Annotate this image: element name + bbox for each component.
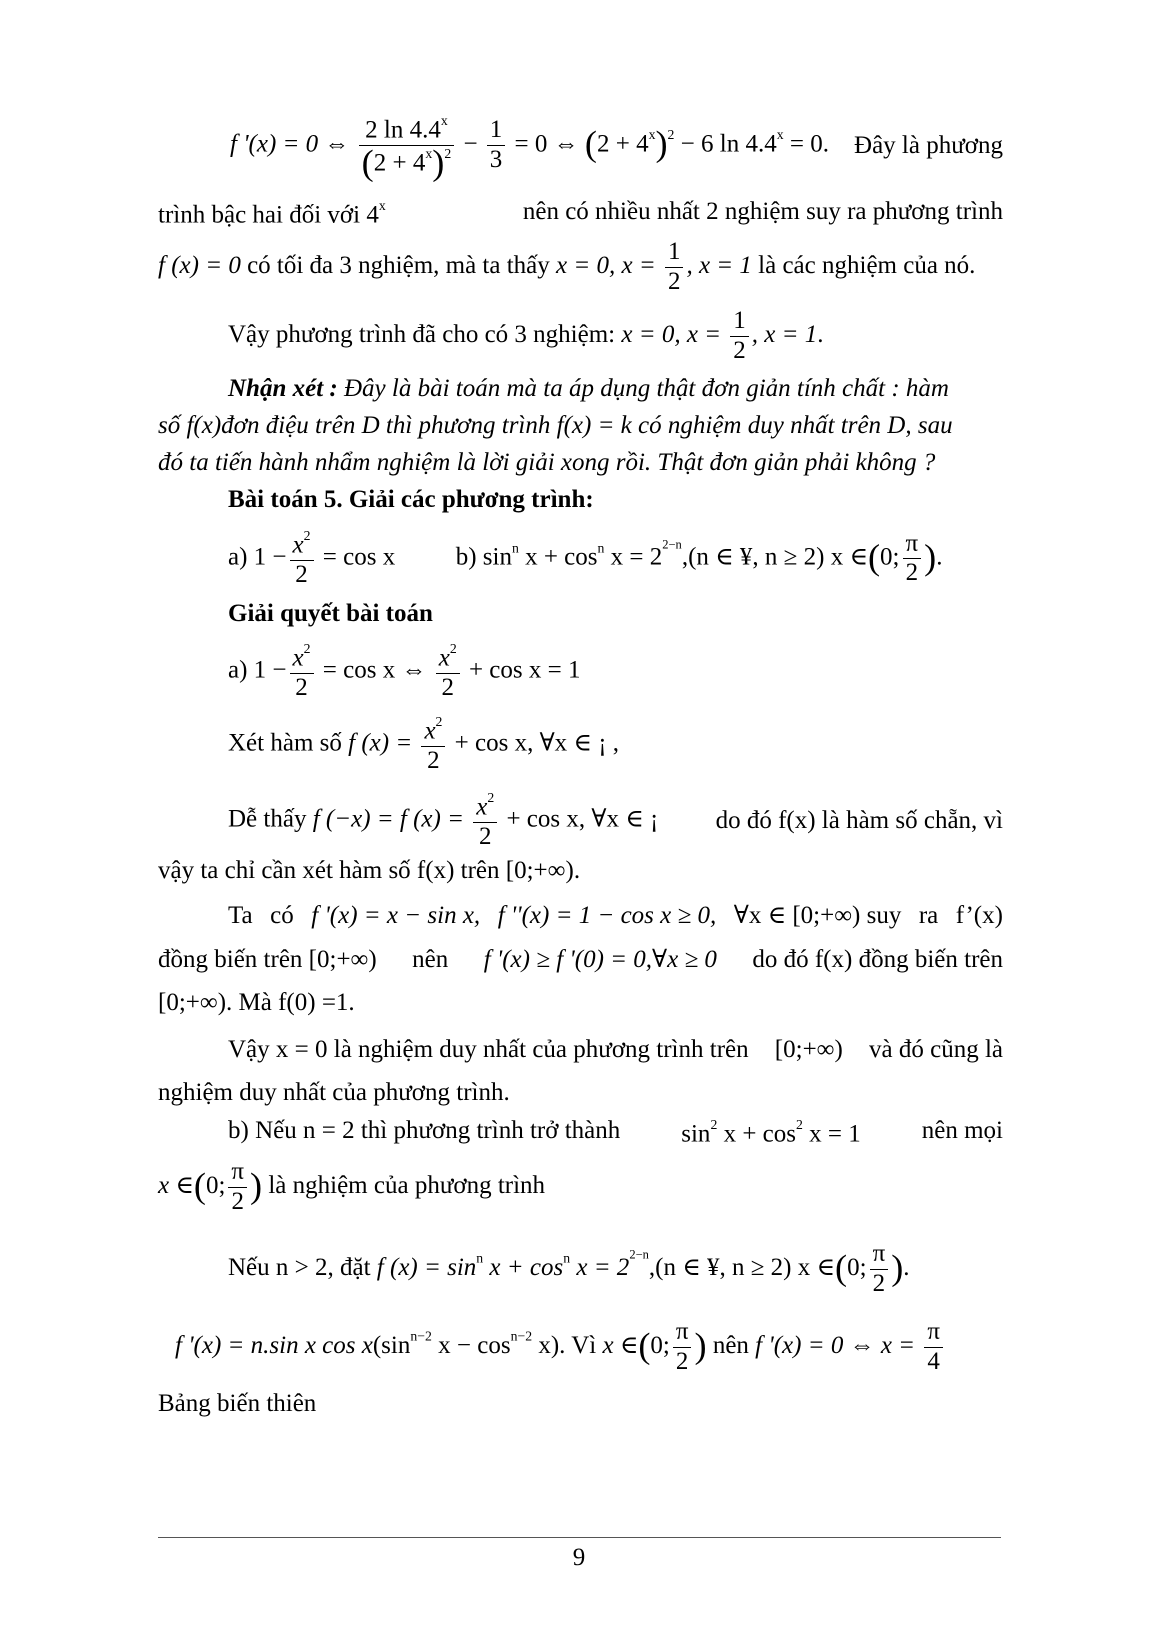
remark-line-2: số f(x)đơn điệu trên D thì phương trình f(x) = k có nghiệm duy nhất trên D, sau bbox=[158, 412, 953, 439]
fraction: $\frac{x^2}{2}$ bbox=[473, 790, 497, 852]
equation-line: f '(x) = n.sin x $\cos x(\sin^{n-2}$ $x - \cos^{n-2} x$). Vì x ∈(0; $\frac{\pi}{2}$ ) nên f '(x) = 0 ⇔ x = $\frac{\pi}{4}$ bbox=[175, 1318, 946, 1377]
section-label: Bảng biến thiên bbox=[158, 1390, 317, 1417]
fraction: $\frac{x^2}{2}$ bbox=[436, 641, 460, 703]
text-line: vậy ta chỉ cần xét hàm số f(x) trên [0;+∞). bbox=[158, 857, 581, 884]
fraction: $\frac{\pi}{2}$ bbox=[903, 530, 922, 589]
text-line: b) Nếu n = 2 thì phương trình trở thành $\sin^2 x + \cos^2 x = 1$ nên mọi bbox=[228, 1117, 1003, 1148]
fraction: $\frac{1}{2}$ bbox=[665, 238, 684, 297]
text-line: x ∈(0; $\frac{\pi}{2}$ ) là nghiệm của phương trình bbox=[158, 1158, 546, 1215]
fraction: $\frac{1}{3}$ bbox=[487, 116, 506, 175]
footer-rule bbox=[158, 1537, 1001, 1538]
fraction: $\frac{2 \ln 4.4^x}{(2 + 4^x)^2}$ bbox=[359, 113, 455, 178]
fraction: $\frac{x^2}{2}$ bbox=[421, 714, 445, 776]
text-line: Vậy x = 0 là nghiệm duy nhất của phương trình trên [0;+∞) và đó cũng là bbox=[228, 1036, 1003, 1063]
equation-line: Xét hàm số f (x) = $\frac{x^2}{2}$ + cos x, ∀x ∈ ¡ , bbox=[228, 714, 620, 775]
fraction: $\frac{\pi}{2}$ bbox=[228, 1158, 247, 1217]
equation-line-1: f '(x) = 0 ⇔ $\frac{2 \ln 4.4^x}{(2 + 4^x)^2}$ − $\frac{1}{3}$ = 0 ⇔ $(2 + 4^x)^2 - 6$ $\ln 4.4^x = 0$. Đây là phương bbox=[230, 113, 1003, 183]
fraction: $\frac{x^2}{2}$ bbox=[290, 641, 314, 703]
text-line: [0;+∞). Mà f(0) =1. bbox=[158, 989, 355, 1016]
solution-title: Giải quyết bài toán bbox=[228, 600, 433, 627]
fraction: $\frac{\pi}{4}$ bbox=[924, 1318, 943, 1377]
fraction: $\frac{1}{2}$ bbox=[730, 307, 749, 366]
text-line: đồng biến trên [0;+∞) nên f '(x) ≥ f '(0) = 0,∀x ≥ 0 do đó f(x) đồng biến trên bbox=[158, 946, 1003, 973]
equation-line: Dễ thấy f (−x) = f (x) = $\frac{x^2}{2}$ + cos x, ∀x ∈ ¡ do đó f(x) là hàm số chẵn, vì bbox=[228, 790, 1003, 851]
equation-line: Nếu n > 2, đặt f $(x) = \sin^n x + \cos^n x = 2^{2-n},(n$ ∈ ¥, n ≥ 2) x ∈(0; $\frac{\pi}{2}$ ). bbox=[228, 1240, 910, 1297]
fraction: $\frac{x^2}{2}$ bbox=[290, 528, 314, 590]
page-number: 9 bbox=[572, 1544, 586, 1571]
remark-line-1: Nhận xét : Đây là bài toán mà ta áp dụng thật đơn giản tính chất : hàm bbox=[228, 375, 949, 402]
text-line: nghiệm duy nhất của phương trình. bbox=[158, 1079, 510, 1106]
text-line: Vậy phương trình đã cho có 3 nghiệm: x = 0, x = $\frac{1}{2}$ , x = 1. bbox=[228, 307, 824, 364]
fraction: $\frac{\pi}{2}$ bbox=[870, 1240, 889, 1299]
text-line: f (x) = 0 có tối đa 3 nghiệm, mà ta thấy x = 0, x = $\frac{1}{2}$ , x = 1 là các nghiệm của nó. bbox=[158, 238, 976, 295]
text-line: Ta có f '(x) = x − sin x, f ''(x) = 1 − cos x ≥ 0, ∀x ∈ [0;+∞) suy ra f’(x) bbox=[228, 902, 1003, 929]
problem-equations: a) 1 − $\frac{x^2}{2}$ = cos x b) $\sin^n x + \cos^n x = 2^{2-n},(n$ ∈ ¥, n ≥ 2) x ∈(0; $\frac{\pi}{2}$ ). bbox=[228, 528, 943, 589]
equation-line: a) 1 − $\frac{x^2}{2}$ = cos x ⇔ $\frac{x^2}{2}$ + cos x = 1 bbox=[228, 641, 581, 702]
fraction: $\frac{\pi}{2}$ bbox=[673, 1318, 692, 1377]
problem-title: Bài toán 5. Giải các phương trình: bbox=[228, 486, 594, 513]
text-line: trình bậc hai đối với 4$^x$ nên có nhiều nhất 2 nghiệm suy ra phương trình bbox=[158, 198, 1003, 229]
remark-line-3: đó ta tiến hành nhẩm nghiệm là lời giải xong rồi. Thật đơn giản phải không ? bbox=[158, 449, 936, 476]
